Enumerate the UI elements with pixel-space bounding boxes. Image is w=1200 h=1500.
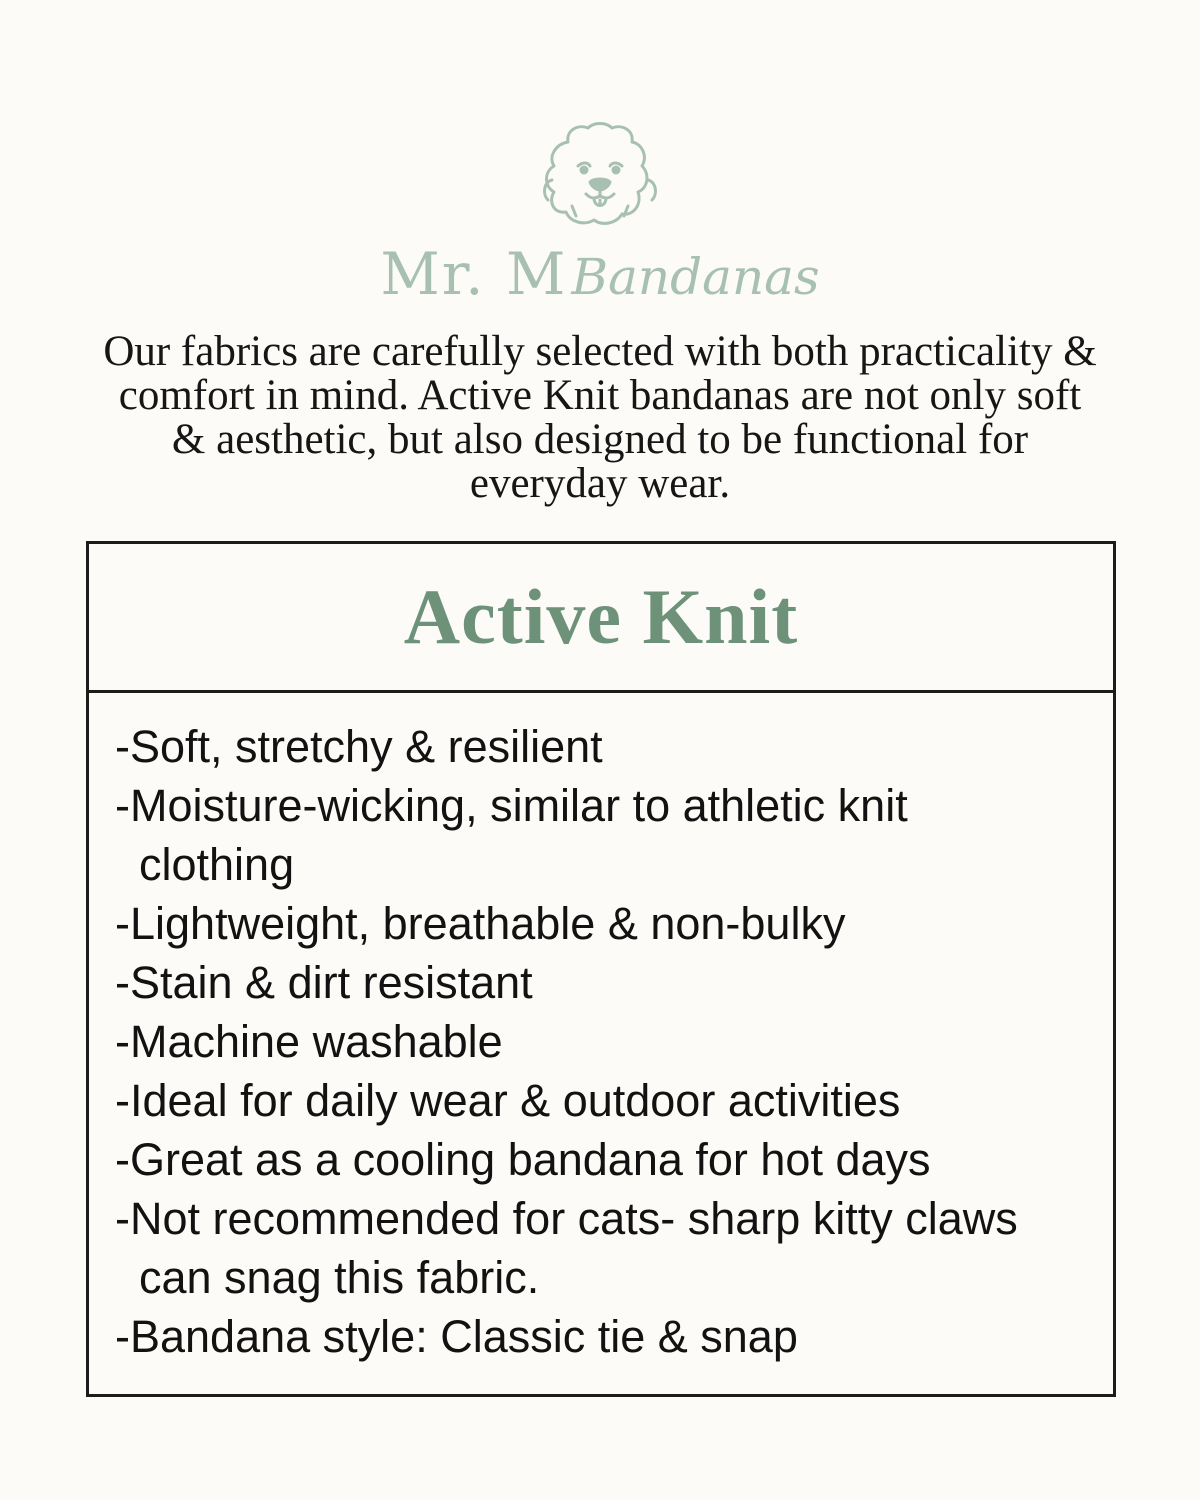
feature-item: -Moisture-wicking, similar to athletic knit clothing — [115, 780, 908, 890]
fabric-title-row — [89, 544, 1113, 693]
brand-name-script: Bandanas — [571, 248, 820, 306]
brand-name-serif: Mr. M — [380, 240, 568, 308]
feature-item: -Great as a cooling bandana for hot days — [115, 1134, 931, 1185]
brand-logo — [0, 240, 1200, 308]
feature-item: -Bandana style: Classic tie & snap — [115, 1311, 798, 1362]
feature-item: -Stain & dirt resistant — [115, 957, 533, 1008]
feature-item: -Ideal for daily wear & outdoor activities — [115, 1075, 901, 1126]
feature-list — [89, 693, 1113, 1366]
feature-item: -Not recommended for cats- sharp kitty claws can snag this fabric. — [115, 1193, 1018, 1303]
fabric-info-box — [86, 541, 1116, 1397]
feature-item: -Soft, stretchy & resilient — [115, 721, 603, 772]
feature-item: -Lightweight, breathable & non-bulky — [115, 898, 846, 949]
feature-item: -Machine washable — [115, 1016, 503, 1067]
intro-paragraph: Our fabrics are carefully selected with both practicality & comfort in mind. Active Knit bandanas are not only soft & aesthetic, but also designed to be functional for everyday wear. — [103, 328, 1097, 507]
fabric-title: Active Knit — [403, 573, 799, 660]
dog-face-icon — [538, 120, 662, 232]
